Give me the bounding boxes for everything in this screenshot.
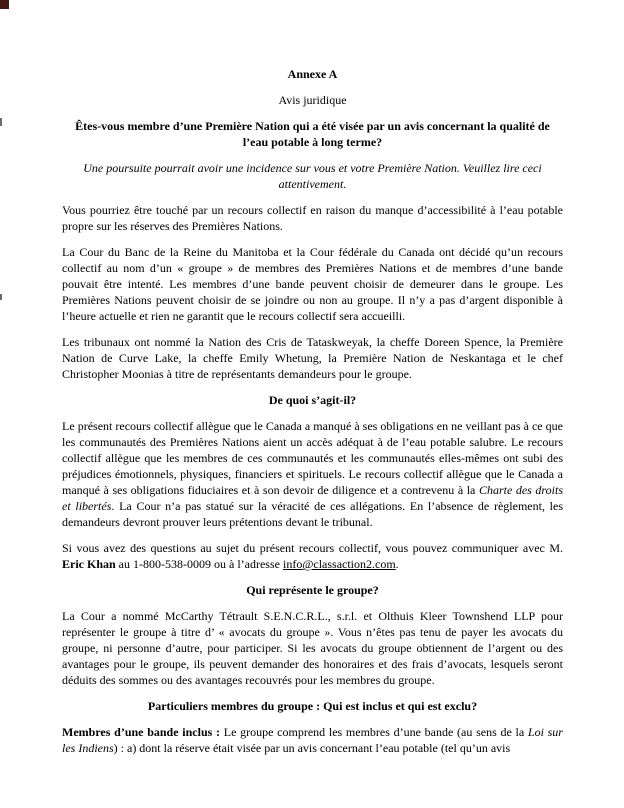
heading-about: De quoi s’agit-il? — [268, 393, 357, 407]
band-members-text-2: ) : a) dont la réserve était visée par un avis concernant l’eau potable (tel qu’un avis — [113, 741, 511, 755]
band-members-lead: Membres d’une bande inclus : — [62, 725, 221, 739]
paragraph-band-members — [62, 724, 563, 756]
main-question-heading: Êtes-vous membre d’une Première Nation qui a été visée par un avis concernant la qualité de l’eau potable à long terme? — [75, 119, 550, 149]
paragraph-contact — [62, 540, 563, 572]
paragraph-allegations — [62, 418, 563, 530]
paragraph-courts-decision: La Cour du Banc de la Reine du Manitoba et la Cour fédérale du Canada ont décidé qu’un recours collectif au nom d’un « groupe » de membres des Premières Nations et de membres d’une bande pouvait être intenté. Les membres d’une bande peuvent choisir de demeurer dans le groupe. Les Premières Nations peuvent choisir de se joindre ou non au groupe. Il n’y a pas d’argent disponible à l’heure actuelle et rien ne garantit que le recours collectif sera accueilli. — [62, 245, 563, 323]
paragraph-representatives: Les tribunaux ont nommé la Nation des Cris de Tataskweyak, la cheffe Doreen Spence, la Première Nation de Curve Lake, la cheffe Emily Whetung, la Première Nation de Neskantaga et le chef Christopher Moonias à titre de représentants demandeurs pour le groupe. — [62, 335, 563, 381]
indian-act-italic: Loi sur les Indiens — [62, 725, 563, 755]
allegations-text-1: Le présent recours collectif allègue que le Canada a manqué à ses obligations en ne veillant pas à ce que les communautés des Premières Nations aient un accès adéquat à de l’eau potable salubre. Le recours collectif allègue que les membres de ces communautés et les communautés elles-mêmes ont subi des préjudices émotionnels, physiques, financiers et spirituels. Le recours collectif allègue que le Canada a manqué à ses obligations fiduciaires et à son devoir de diligence et a contrevenu à la — [62, 419, 563, 497]
contact-email-link[interactable]: info@classaction2.com — [282, 557, 396, 571]
heading-members-included: Particuliers membres du groupe : Qui est inclus et qui est exclu? — [147, 699, 478, 713]
contact-phone: 1-800-538-0009 — [133, 557, 211, 571]
legal-notice-subtitle: Avis juridique — [278, 93, 347, 107]
charter-title-italic: Charte des droits et libertés — [62, 483, 563, 513]
scan-artifact-corner — [0, 0, 9, 9]
contact-text-2: au — [115, 557, 133, 571]
paragraph-intro: Vous pourriez être touché par un recours collectif en raison du manque d’accessibilité à l’eau potable propre sur les réserves des Premières Nations. — [62, 203, 563, 233]
contact-text-4: . — [395, 557, 399, 571]
heading-representation: Qui représente le groupe? — [246, 583, 379, 597]
contact-name: Eric Khan — [62, 557, 116, 571]
paragraph-lawyers: La Cour a nommé McCarthy Tétrault S.E.N.C.R.L., s.r.l. et Olthuis Kleer Townshend LLP pour représenter le groupe à titre d’ « avocats du groupe ». Vous n’êtes pas tenu de payer les avocats du groupe, ni personne d’autre, pour participer. Si les avocats du groupe obtiennent de l’argent ou des avantages pour le groupe, ils peuvent demander des honoraires et des frais d’avocats, lesquels seront déduits des sommes ou des avantages recouvrés pour les membres du groupe. — [62, 609, 563, 687]
annex-title: Annexe A — [287, 67, 338, 81]
scan-artifact-speck — [0, 118, 2, 126]
contact-text-1: Si vous avez des questions au sujet du présent recours collectif, vous pouvez communiquer avec M. — [62, 541, 563, 555]
allegations-text-2: . La Cour n’a pas statué sur la véracité de ces allégations. En l’absence de règlement, les demandeurs devront prouver leurs prétentions devant le tribunal. — [62, 499, 563, 529]
scan-artifact-speck — [0, 294, 2, 300]
contact-text-3: ou à l’adresse — [211, 557, 283, 571]
band-members-text-1: Le groupe comprend les membres d’une bande (au sens de la — [220, 725, 528, 739]
attention-notice: Une poursuite pourrait avoir une incidence sur vous et votre Première Nation. Veuillez lire ceci attentivement. — [83, 161, 542, 191]
